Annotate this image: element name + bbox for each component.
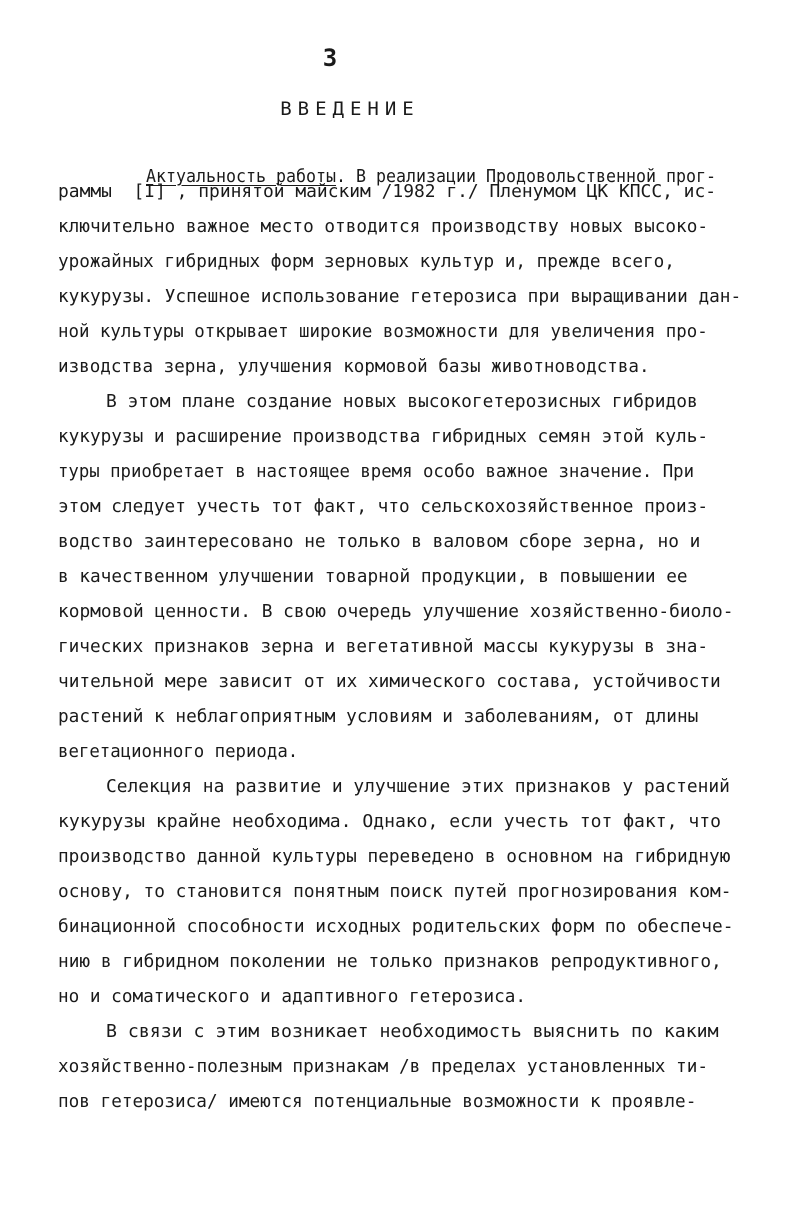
text-line: пов гетерозиса/ имеются потенциальные возможности к проявле-: [58, 1091, 697, 1112]
text-line: растений к неблагоприятным условиям и заболеваниям, от длины: [58, 706, 699, 727]
text-line: в качественном улучшении товарной продукции, в повышении ее: [58, 566, 688, 587]
text-line: хозяйственно-полезным признакам /в пределах установленных ти-: [58, 1056, 709, 1077]
text-line: В связи с этим возникает необходимость выяснить по каким: [106, 1021, 719, 1042]
text-line: водство заинтересовано не только в валовом сборе зерна, но и: [58, 531, 701, 552]
page-number: 3: [322, 44, 338, 72]
text-line: нию в гибридном поколении не только признаков репродуктивного,: [58, 951, 722, 972]
text-line: гических признаков зерна и вегетативной массы кукурузы в зна-: [58, 636, 709, 657]
text-line: производство данной культуры переведено в основном на гибридную: [58, 846, 731, 867]
text-line: вегетационного периода.: [58, 741, 299, 762]
text-line: кукурузы и расширение производства гибридных семян этой куль-: [58, 426, 709, 447]
text-line: этом следует учесть тот факт, что сельскохозяйственное произ-: [58, 496, 709, 517]
text-line: кукурузы. Успешное использование гетерозиса при выращивании дан-: [58, 286, 742, 307]
topic-label: Актуальность работы: [146, 166, 337, 187]
text-line: Селекция на развитие и улучшение этих признаков у растений: [106, 776, 730, 797]
text-line: В этом плане создание новых высокогетерозисных гибридов: [106, 391, 698, 412]
line-text: . В реализации Продовольственной прог-: [336, 166, 717, 187]
text-line: но и соматического и адаптивного гетерозиса.: [58, 986, 527, 1007]
text-line: туры приобретает в настоящее время особо важное значение. При: [58, 461, 695, 482]
text-line: изводства зерна, улучшения кормовой базы животноводства.: [58, 356, 650, 377]
section-heading: ВВЕДЕНИЕ: [280, 98, 420, 120]
text-line: чительной мере зависит от их химического состава, устойчивости: [58, 671, 721, 692]
text-line: бинационной способности исходных родительских форм по обеспече-: [58, 916, 734, 937]
text-line: кукурузы крайне необходима. Однако, если учесть тот факт, что: [58, 811, 722, 832]
text-line: ключительно важное место отводится производству новых высоко-: [58, 216, 709, 237]
text-line: раммы [I] , принятой майским /1982 г./ Пленумом ЦК КПСС, ис-: [58, 181, 717, 202]
text-line: основу, то становится понятным поиск путей прогнозирования ком-: [58, 881, 732, 902]
text-line: урожайных гибридных форм зерновых культур и, прежде всего,: [58, 251, 675, 272]
text-line: ной культуры открывает широкие возможности для увеличения про-: [58, 321, 708, 342]
text-line: кормовой ценности. В свою очередь улучшение хозяйственно-биоло-: [58, 601, 734, 622]
